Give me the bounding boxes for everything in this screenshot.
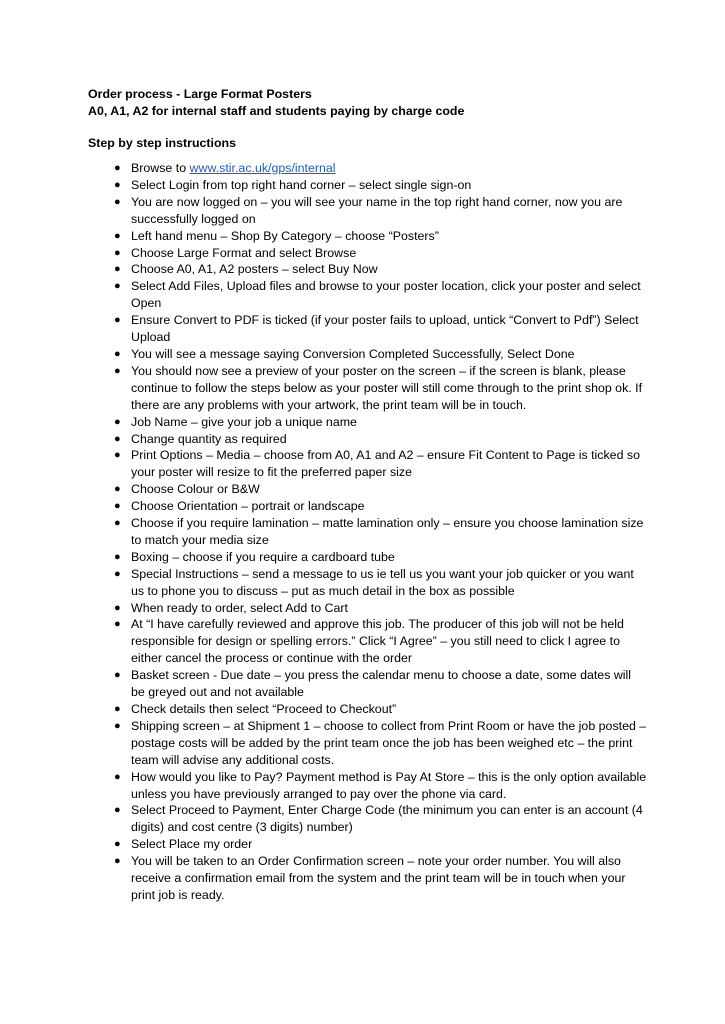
bullet-icon: ● bbox=[114, 364, 121, 377]
bullet-icon: ● bbox=[114, 229, 121, 242]
bullet-icon: ● bbox=[114, 162, 121, 174]
list-item bbox=[88, 363, 648, 414]
list-item bbox=[88, 836, 648, 853]
bullet-icon: ● bbox=[114, 838, 121, 851]
bullet-icon: ● bbox=[114, 719, 121, 732]
bullet-icon: ● bbox=[114, 195, 121, 208]
instructions-heading: Step by step instructions bbox=[88, 136, 237, 150]
step-text: Change quantity as required bbox=[131, 431, 287, 446]
bullet-icon: ● bbox=[114, 618, 121, 631]
bullet-icon: ● bbox=[114, 432, 121, 445]
list-item bbox=[88, 177, 648, 194]
bullet-icon: ● bbox=[114, 703, 121, 715]
document-subtitle: A0, A1, A2 for internal staff and students paying by charge code bbox=[88, 104, 465, 118]
step-text: Ensure Convert to PDF is ticked (if your poster fails to upload, untick “Convert to Pdf”) Select Upload bbox=[131, 313, 639, 345]
bullet-icon: ● bbox=[114, 770, 121, 783]
step-text: Select Place my order bbox=[131, 837, 253, 852]
bullet-icon: ● bbox=[114, 415, 121, 428]
list-item bbox=[88, 447, 648, 481]
step-text: You are now logged on – you will see your name in the top right hand corner, now you are successfully logged on bbox=[131, 194, 623, 226]
list-item bbox=[88, 667, 648, 701]
bullet-icon: ● bbox=[114, 449, 121, 462]
list-item bbox=[88, 245, 648, 262]
list-item bbox=[88, 498, 648, 515]
step-text: You will see a message saying Conversion Completed Successfully, Select Done bbox=[131, 346, 575, 361]
step-text: You will be taken to an Order Confirmation screen – note your order number. You will also receive a confirmation email from the system and the print team will be in touch when your print job is ready. bbox=[131, 854, 626, 902]
list-item bbox=[88, 312, 648, 346]
list-item bbox=[88, 769, 648, 803]
list-item bbox=[88, 701, 648, 718]
step-text: Select Proceed to Payment, Enter Charge Code (the minimum you can enter is an account (4 digits) and cost centre (3 digits) number) bbox=[131, 803, 643, 835]
list-item bbox=[88, 600, 648, 617]
list-item bbox=[88, 616, 648, 667]
step-text: Job Name – give your job a unique name bbox=[131, 414, 357, 429]
step-text: Choose Orientation – portrait or landscape bbox=[131, 499, 365, 514]
list-item bbox=[88, 549, 648, 566]
bullet-icon: ● bbox=[114, 280, 121, 293]
list-item bbox=[88, 160, 648, 177]
step-text: Basket screen - Due date – you press the calendar menu to choose a date, some dates will be greyed out and not available bbox=[131, 668, 632, 700]
step-text: Choose Large Format and select Browse bbox=[131, 245, 357, 260]
bullet-icon: ● bbox=[114, 500, 121, 513]
document-title: Order process - Large Format Posters bbox=[88, 87, 312, 101]
bullet-icon: ● bbox=[114, 246, 121, 259]
bullet-icon: ● bbox=[114, 550, 121, 563]
list-item bbox=[88, 346, 648, 363]
list-item bbox=[88, 228, 648, 245]
internal-site-link[interactable]: www.stir.ac.uk/gps/internal bbox=[189, 161, 336, 175]
bullet-icon: ● bbox=[114, 314, 121, 327]
bullet-icon: ● bbox=[114, 567, 121, 580]
list-item bbox=[88, 515, 648, 549]
step-text: Boxing – choose if you require a cardboard tube bbox=[131, 549, 395, 564]
list-item bbox=[88, 718, 648, 769]
list-item bbox=[88, 853, 648, 904]
step-text: Select Login from top right hand corner – select single sign-on bbox=[131, 177, 472, 192]
bullet-icon: ● bbox=[114, 804, 121, 817]
step-text: Choose A0, A1, A2 posters – select Buy Now bbox=[131, 262, 378, 277]
bullet-icon: ● bbox=[114, 483, 121, 496]
list-item bbox=[88, 414, 648, 431]
step-text: Shipping screen – at Shipment 1 – choose to collect from Print Room or have the job posted – postage costs will be added by the print team once the job has been weighed etc – the print team will advise any additional costs. bbox=[131, 718, 647, 767]
step-text: How would you like to Pay? Payment method is Pay At Store – this is the only option available unless you have previously arranged to pay over the phone via card. bbox=[131, 769, 647, 801]
step-text: Choose if you require lamination – matte lamination only – ensure you choose lamination size to match your media size bbox=[131, 516, 644, 547]
step-text: Select Add Files, Upload files and browse to your poster location, click your poster and select Open bbox=[131, 279, 641, 311]
step-text: You should now see a preview of your poster on the screen – if the screen is blank, please continue to follow the steps below as your poster will still come through to the print shop ok. If there are any problems with your artwork, the print team will be in touch. bbox=[131, 363, 643, 412]
bullet-icon: ● bbox=[114, 601, 121, 614]
bullet-icon: ● bbox=[114, 669, 121, 682]
step-text: Left hand menu – Shop By Category – choose “Posters” bbox=[131, 228, 439, 243]
bullet-icon: ● bbox=[114, 263, 121, 276]
step-text: When ready to order, select Add to Cart bbox=[131, 600, 348, 615]
step-text: Print Options – Media – choose from A0, A1 and A2 – ensure Fit Content to Page is ticked so your poster will resize to fit the preferred paper size bbox=[131, 448, 640, 480]
step-text: At “I have carefully reviewed and approve this job. The producer of this job will not be held responsible for design or spelling errors.” Click “I Agree” – you still need to click I agree to either cancel the process or continue with the order bbox=[131, 617, 624, 666]
steps-list bbox=[88, 160, 648, 904]
list-item bbox=[88, 194, 648, 228]
document-content bbox=[88, 86, 648, 904]
list-item bbox=[88, 802, 648, 836]
bullet-icon: ● bbox=[114, 347, 121, 360]
bullet-icon: ● bbox=[114, 178, 121, 191]
step-text: Browse to bbox=[131, 161, 190, 175]
bullet-icon: ● bbox=[114, 517, 121, 530]
list-item bbox=[88, 481, 648, 498]
step-text: Check details then select “Proceed to Checkout” bbox=[131, 702, 397, 716]
list-item bbox=[88, 431, 648, 448]
list-item bbox=[88, 566, 648, 600]
list-item bbox=[88, 261, 648, 278]
list-item bbox=[88, 278, 648, 312]
step-text: Special Instructions – send a message to us ie tell us you want your job quicker or you want us to phone you to discuss – put as much detail in the box as possible bbox=[131, 566, 634, 598]
step-text: Choose Colour or B&W bbox=[131, 482, 260, 497]
bullet-icon: ● bbox=[114, 855, 121, 868]
